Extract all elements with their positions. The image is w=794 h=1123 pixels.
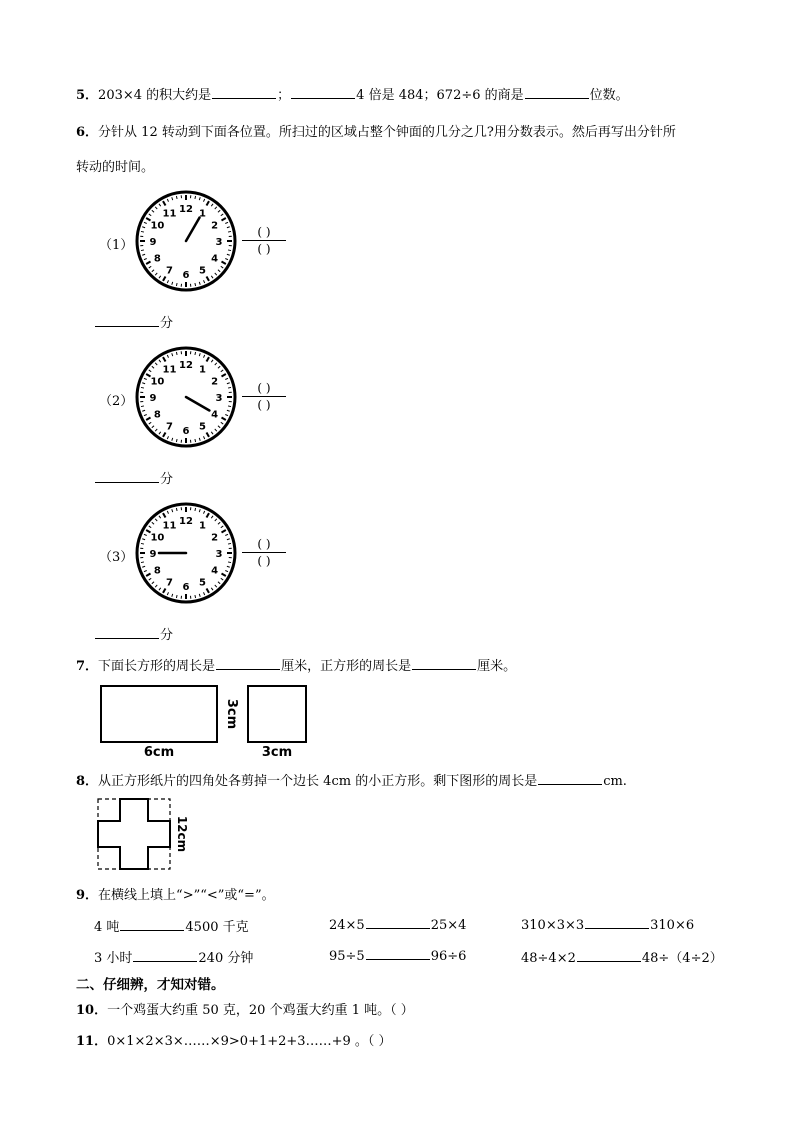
clock-tick (141, 543, 144, 544)
denominator-blank[interactable]: ( ) (257, 554, 271, 568)
denominator-blank[interactable]: ( ) (257, 398, 271, 412)
clock-face-3 (134, 501, 238, 605)
question-text: 0×1×2×3×……×9>0+1+2+3……+9 。（ ） (107, 1034, 392, 1049)
clock-number: 7 (166, 577, 173, 589)
answer-blank[interactable] (538, 772, 602, 785)
question-text: 位数。 (589, 88, 629, 103)
answer-blank[interactable] (95, 470, 159, 483)
answer-blank[interactable] (585, 916, 649, 929)
clock-number: 11 (162, 208, 177, 220)
compare-right: 310×6 (650, 918, 695, 933)
clock-number: 12 (179, 360, 193, 371)
side-length-label: 12cm (175, 815, 189, 853)
question-text: 下面长方形的周长是 (98, 659, 216, 674)
clock-tick (141, 387, 144, 388)
clock-number: 5 (199, 421, 206, 433)
clock-tick (176, 439, 177, 442)
clock-tick (228, 231, 231, 232)
rectangle-shape (101, 686, 217, 742)
square-shape (248, 686, 306, 742)
clock-tick (141, 231, 144, 232)
clock-number: 3 (215, 393, 223, 404)
question-number: 5． (76, 88, 99, 103)
clock-label-3: （3） (99, 550, 134, 565)
question-number: 9． (76, 888, 99, 903)
clock-tick (176, 595, 177, 598)
clock-number: 8 (153, 409, 161, 421)
rectangle-square-figure (96, 680, 316, 760)
section-title: 二、仔细辨，才知对错。 (76, 977, 225, 993)
compare-right: 4500 千克 (185, 920, 249, 935)
clock-number: 2 (211, 376, 219, 388)
question-text: 分针从 12 转动到下面各位置。所扫过的区域占整个钟面的几分之几?用分数表示。然后再写出分针所 (98, 125, 676, 140)
clock-tick (195, 352, 196, 355)
clock-tick (195, 508, 196, 511)
question-text: 厘米。 (477, 659, 517, 674)
compare-right: 48÷（4÷2） (641, 951, 723, 966)
compare-right: 96÷6 (430, 949, 467, 964)
question-8 (76, 770, 627, 789)
clock-tick (141, 562, 144, 563)
compare-left: 24×5 (329, 918, 365, 933)
numerator-blank[interactable]: ( ) (257, 381, 271, 395)
clock-tick (228, 562, 231, 563)
minutes-answer-3 (94, 624, 173, 643)
clock-number: 1 (199, 520, 206, 532)
answer-blank[interactable] (577, 949, 641, 962)
clock-tick (195, 595, 196, 598)
question-text: 厘米，正方形的周长是 (281, 659, 412, 674)
compare-left: 3 小时 (94, 951, 133, 966)
answer-blank[interactable] (120, 918, 184, 931)
question-11 (76, 1030, 392, 1049)
question-7 (76, 655, 516, 674)
clock-label-1: （1） (99, 238, 134, 253)
rectangle-height-label: 3cm (224, 698, 239, 730)
compare-item (329, 916, 466, 933)
fraction-blank-1[interactable] (242, 225, 286, 256)
cross-figure (94, 795, 194, 875)
question-text: 从正方形纸片的四角处各剪掉一个边长 4cm 的小正方形。剩下图形的周长是 (98, 774, 538, 789)
clock-face-1 (134, 189, 238, 293)
fraction-bar (242, 240, 286, 241)
clock-tick (228, 250, 231, 251)
clock-number: 12 (179, 516, 193, 527)
clock-number: 1 (199, 364, 206, 376)
clock-number: 10 (150, 220, 165, 232)
fraction-blank-3[interactable] (242, 537, 286, 568)
question-number: 6． (76, 125, 99, 140)
clock-number: 10 (150, 532, 165, 544)
clock-number: 4 (211, 409, 219, 421)
cross-shape (98, 799, 170, 869)
clock-tick (228, 387, 231, 388)
question-number: 11． (76, 1034, 108, 1049)
unit-label: cm. (603, 774, 627, 789)
clock-label-2: （2） (99, 394, 134, 409)
denominator-blank[interactable]: ( ) (257, 242, 271, 256)
answer-blank[interactable] (366, 947, 430, 960)
clock-tick (176, 352, 177, 355)
question-text: 一个鸡蛋大约重 50 克，20 个鸡蛋大约重 1 吨。（ ） (107, 1003, 414, 1018)
question-6-line1 (76, 121, 676, 140)
clock-number: 3 (215, 549, 223, 560)
compare-right: 25×4 (430, 918, 467, 933)
clock-tick (228, 543, 231, 544)
answer-blank[interactable] (412, 657, 476, 670)
question-5 (76, 84, 629, 103)
clock-number: 11 (162, 520, 177, 532)
rectangle-width-label: 6cm (143, 745, 175, 760)
answer-blank[interactable] (212, 86, 276, 99)
separator: ； (277, 88, 291, 103)
question-text: 203×4 的积大约是 (98, 88, 212, 103)
clock-number: 8 (153, 253, 161, 265)
clock-number: 12 (179, 204, 193, 215)
clock-number: 8 (153, 565, 161, 577)
clock-number: 3 (215, 237, 223, 248)
compare-item (329, 947, 466, 964)
answer-blank[interactable] (95, 314, 159, 327)
dashed-square (98, 799, 170, 869)
answer-blank[interactable] (133, 949, 197, 962)
unit-label: 分 (160, 316, 174, 331)
clock-tick (195, 283, 196, 286)
clock-number: 1 (199, 208, 206, 220)
answer-blank[interactable] (366, 916, 430, 929)
compare-left: 48÷4×2 (521, 951, 576, 966)
minutes-answer-2 (94, 468, 173, 487)
clock-number: 9 (149, 549, 157, 560)
clock-number: 7 (166, 265, 173, 277)
unit-label: 分 (160, 472, 174, 487)
clock-number: 6 (182, 582, 190, 593)
clock-number: 10 (150, 376, 165, 388)
question-number: 7． (76, 659, 99, 674)
clock-tick (141, 406, 144, 407)
clock-number: 5 (199, 577, 206, 589)
answer-blank[interactable] (95, 626, 159, 639)
clock-tick (176, 283, 177, 286)
clock-tick (195, 439, 196, 442)
clock-number: 9 (149, 393, 157, 404)
fraction-blank-2[interactable] (242, 381, 286, 412)
question-text: 在横线上填上“>”“<”或“=”。 (98, 888, 275, 903)
compare-item (94, 947, 253, 966)
fraction-bar (242, 396, 286, 397)
clock-number: 4 (211, 253, 219, 265)
clock-number: 7 (166, 421, 173, 433)
compare-item (521, 916, 694, 933)
compare-item (521, 947, 723, 966)
minutes-answer-1 (94, 312, 173, 331)
compare-left: 310×3×3 (521, 918, 585, 933)
clock-number: 6 (182, 270, 190, 281)
clock-number: 5 (199, 265, 206, 277)
unit-label: 分 (160, 628, 174, 643)
clock-tick (195, 196, 196, 199)
clock-number: 6 (182, 426, 190, 437)
compare-left: 4 吨 (94, 920, 120, 935)
question-text: 4 倍是 484；672÷6 的商是 (356, 88, 524, 103)
answer-blank[interactable] (525, 86, 589, 99)
answer-blank[interactable] (216, 657, 280, 670)
question-10 (76, 999, 414, 1018)
clock-tick (176, 196, 177, 199)
clock-number: 9 (149, 237, 157, 248)
clock-tick (176, 508, 177, 511)
answer-blank[interactable] (291, 86, 355, 99)
compare-left: 95÷5 (329, 949, 365, 964)
clock-tick (141, 250, 144, 251)
square-side-label: 3cm (261, 745, 293, 760)
clock-tick (228, 406, 231, 407)
question-9 (76, 884, 275, 903)
clock-face-2 (134, 345, 238, 449)
clock-number: 11 (162, 364, 177, 376)
question-6-line2: 转动的时间。 (76, 160, 155, 175)
numerator-blank[interactable]: ( ) (257, 225, 271, 239)
compare-item (94, 916, 249, 935)
question-number: 8． (76, 774, 99, 789)
question-number: 10． (76, 1003, 108, 1018)
clock-number: 2 (211, 532, 219, 544)
numerator-blank[interactable]: ( ) (257, 537, 271, 551)
fraction-bar (242, 552, 286, 553)
clock-number: 2 (211, 220, 219, 232)
clock-number: 4 (211, 565, 219, 577)
compare-right: 240 分钟 (198, 951, 254, 966)
